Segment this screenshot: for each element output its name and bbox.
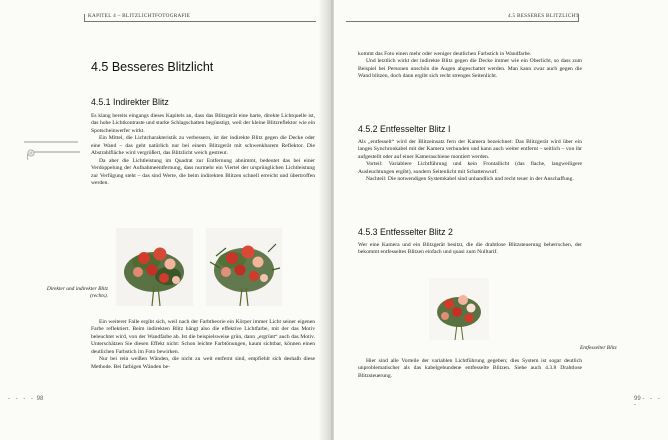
head-tick-right: [578, 14, 579, 22]
paragraph: Hier sind alle Vorteile der variablen Lichtführung gegeben; dies System ist sogar deutlich unproblematischer als das kabelgebundene entfesselte Blitzen. Siehe auch 4.3.8 Drahtlose Blitzsteuerung.: [358, 358, 582, 379]
photo-direct-flash: [116, 228, 193, 306]
body-text-right-lower: [358, 242, 582, 257]
paragraph: Ein weiterer Falle ergibt sich, weil nach der Farbtheorie ein Körper immer Licht seiner eigenen Farbe reflektiert. Beim indirekten Blitz hängt also die effektive Lichtfarbe, mit der das Motiv beleuchtet wird, von der Wandfarbe ab. Ist die beispielsweise grün, dann „ergrünt“ auch das Motiv. Unterschätzen Sie diesen Effekt nicht: Schon leichte Farbtönungen, kaum sichtbar, können einen deutlichen Farbstich im Foto bewirken.: [91, 319, 315, 355]
folio-left: - - - - 98: [8, 396, 44, 402]
paragraph: Nachteil: Die notwendigen Systemkabel sind unhandlich und recht teuer in der Anschaffung.: [366, 176, 574, 183]
margin-caption-right: Entfesselter Blitz: [580, 345, 617, 351]
subsection-title-entfesselt-1: 4.5.2 Entfesselter Blitz I: [358, 124, 451, 134]
head-tick-left: [84, 14, 85, 22]
paragraph: Nur bei rein weißen Wänden, die nicht zu weit entfernt sind, empfiehlt sich deshalb diese Methode. Bei farbigen Wänden be-: [91, 356, 315, 370]
folio-right: 99 - - - -: [634, 396, 662, 408]
flash-diagram-icon: [22, 138, 84, 182]
paragraph: Und letztlich wirkt der indirekte Blitz gegen die Decke immer wie ein Oberlicht, so dass zum Beispiel bei Personen unschön die Augen abgeschattet werden. Man kann zwar auch gegen die Wand blitzen, doch dann ergibt sich recht strenges Seitenlicht.: [358, 58, 582, 80]
paragraph: Ein Mittel, die Lichtcharakteristik zu verbessern, ist der indirekte Blitz gegen die Decke oder eine Wand – das geht natürlich nur bei einem Blitzgerät mit schwenkbarem Reflektor. Die Abstrahlfläche wird vergrößert, das Blitzlicht weich gestreut.: [91, 135, 315, 157]
page-number-right: 99: [634, 396, 641, 402]
photo-off-camera-flash: [429, 278, 489, 340]
body-text-left-bottom: [91, 319, 315, 371]
paragraph: Da aber die Lichtleistung im Quadrat zur Entfernung abnimmt, bedeutet das bei einer Verdoppelung der Aufnahmeentfernung, dass nurmehr ein Viertel der ursprünglichen Lichtleistung zur Verfügung steht – das sind Werte, die beim indirekten Blitzen schnell erreicht und übertroffen werden.: [91, 157, 315, 187]
left-page: [0, 0, 330, 440]
right-page: [334, 0, 668, 440]
body-text-right-bottom: [358, 358, 582, 380]
paragraph: Es klang bereits eingangs dieses Kapitels an, dass das Blitzgerät eine harte, direkte Lichtquelle ist, das hohe Lichtkontraste und starke Schlagschatten begünstigt, weil der kleine Blitzreflektor wie ein Spotscheinwerfer wirkt.: [91, 113, 315, 134]
body-text-right-top: [358, 51, 582, 81]
section-title: 4.5 Besseres Blitzlicht: [91, 60, 214, 74]
paragraph: kommt das Foto einen mehr oder weniger deutlichen Farbstich in Wandfarbe.: [358, 51, 532, 57]
paragraph: Als „entfesselt“ wird der Blitzeinsatz fern der Kamera bezeichnet: Das Blitzgerät wird über ein langes Synchronkabel mit der Kamera verbunden und kann auch weiter entfernt – seitlich – von ihr aufgestellt oder auf einer Kameraschiene montiert werden.: [358, 139, 582, 160]
head-rule-right: [346, 21, 578, 22]
body-text-right-middle: [358, 139, 582, 184]
photo-indirect-flash: [206, 228, 282, 306]
running-head-right: 4.5 BESSERES BLITZLICHT: [507, 13, 579, 19]
margin-caption-left: Direkter und indirekter Blitz (rechts).: [46, 286, 108, 299]
head-rule-left: [84, 21, 316, 22]
paragraph: Vorteil: Variablere Lichtführung und kein Frontallicht (das flache, langweiligere Ausleuchtungen ergibt), sondern Seitenlicht mit Schattenwurf.: [358, 161, 582, 175]
subsection-title-entfesselt-2: 4.5.3 Entfesselter Blitz 2: [358, 227, 453, 237]
page-number-left: 98: [36, 396, 44, 402]
paragraph: Wer eine Kamera und ein Blitzgerät besitzt, die die drahtlose Blitzsteuerung beherrschen, der bekommt entfesseltes Blitzen einfach und quasi zum Nulltarif.: [358, 242, 582, 256]
subsection-title-indirect: 4.5.1 Indirekter Blitz: [91, 97, 169, 107]
body-text-left-top: [91, 113, 315, 188]
running-head-left: KAPITEL 4 – BLITZLICHTFOTOGRAFIE: [88, 13, 191, 19]
